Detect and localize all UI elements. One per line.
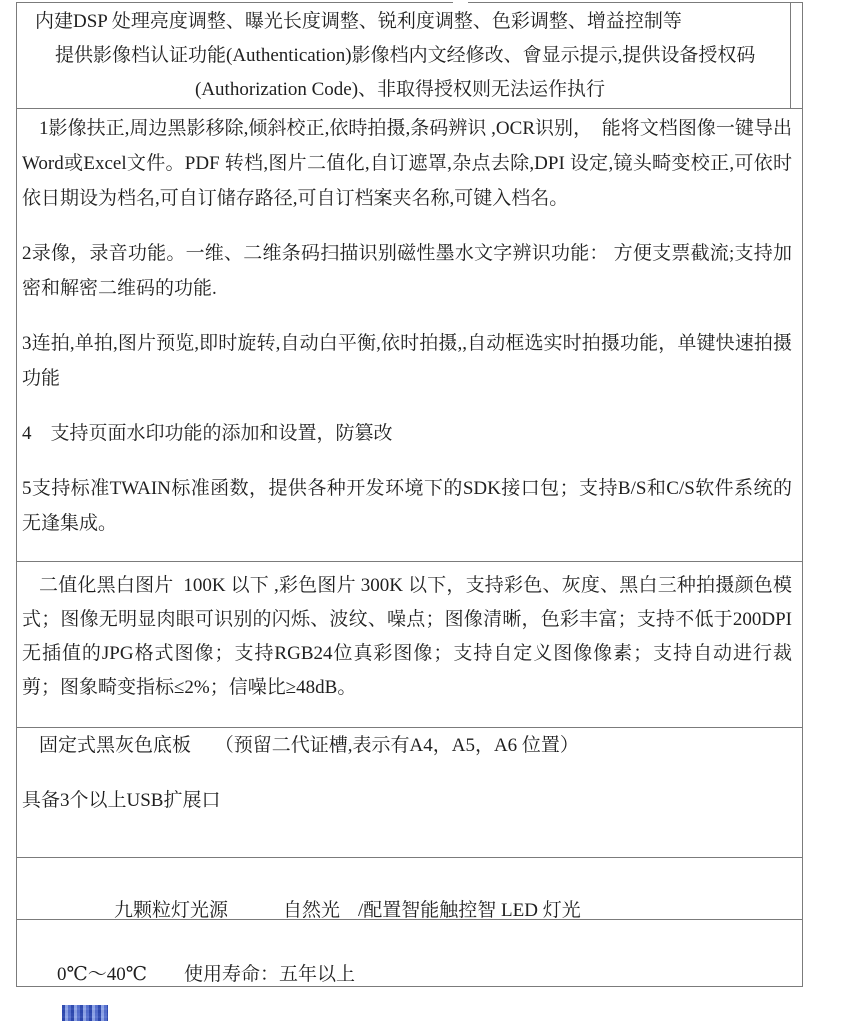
led-light-label: /配置智能触控智 LED 灯光 [358,900,581,920]
usb-ports-text: 具备3个以上USB扩展口 [22,790,221,811]
feature-item-3: 3连拍,单拍,图片预览,即时旋转,自动白平衡,依时拍摄,,自动框选实时拍摄功能，单键快速拍摄功能 [22,333,792,389]
authorization-line: (Authorization Code)、非取得授权则无法运作执行 [195,79,606,100]
light-source-label: 九颗粒灯光源 [114,900,229,920]
dsp-line: 内建DSP 处理亮度调整、曝光长度调整、锐利度调整、色彩调整、增益控制等 [35,11,682,32]
row-image-quality [17,562,802,728]
image-quality-text: 二值化黑白图片 100K 以下 ,彩色图片 300K 以下，支持彩色、灰度、黑白三种拍摄颜色模式；图像无明显肉眼可识别的闪烁、波纹、噪点；图像清晰，色彩丰富；支持不低于200DPI无插值的JPG格式图像；支持RGB24位真彩图像；支持自定义图像像素；支持自动进行裁剪；图象畸变指标≤2%；信噪比≥48dB。 [22,575,792,698]
service-life: 使用寿命：五年以上 [184,964,356,985]
temperature-range: 0℃～40℃ [57,964,148,985]
row-software-features [17,109,802,562]
feature-item-2: 2录像，录音功能。一维、二维条码扫描识别磁性墨水文字辨识功能： 方便支票截流;支持加密和解密二维码的功能. [22,243,792,299]
authentication-line: 提供影像档认证功能(Authentication)影像档内文经修改、會显示提示,提供设备授权码 [55,45,756,66]
feature-item-5: 5支持标准TWAIN标准函数，提供各种开发环境下的SDK接口包；支持B/S和C/S软件系统的无逢集成。 [22,478,792,534]
row-dsp-authentication [17,3,802,109]
corrupted-image-artifact [62,1005,108,1021]
specification-table [16,2,803,987]
natural-light-label: 自然光 [283,900,341,920]
row-operating-environment [17,920,802,985]
table-border-gap [453,2,468,3]
row-light-source [17,858,802,920]
baseboard-text: 固定式黑灰色底板 （预留二代证槽,表示有A4，A5，A6 位置） [39,735,579,756]
row-baseboard-usb [17,728,802,858]
feature-item-1: 1影像扶正,周边黑影移除,倾斜校正,依時拍摄,条码辨识 ,OCR识别， 能将文档图像一键导出Word或Excel文件。PDF 转档,图片二值化,自订遮罩,杂点去除,DPI 设定,镜头畸变校正,可依时依日期设为档名,可自订储存路径,可自订档案夹名称,可键入档名。 [22,118,792,209]
feature-item-4: 4 支持页面水印功能的添加和设置，防篡改 [22,423,393,444]
cell-divider-line [790,3,791,108]
